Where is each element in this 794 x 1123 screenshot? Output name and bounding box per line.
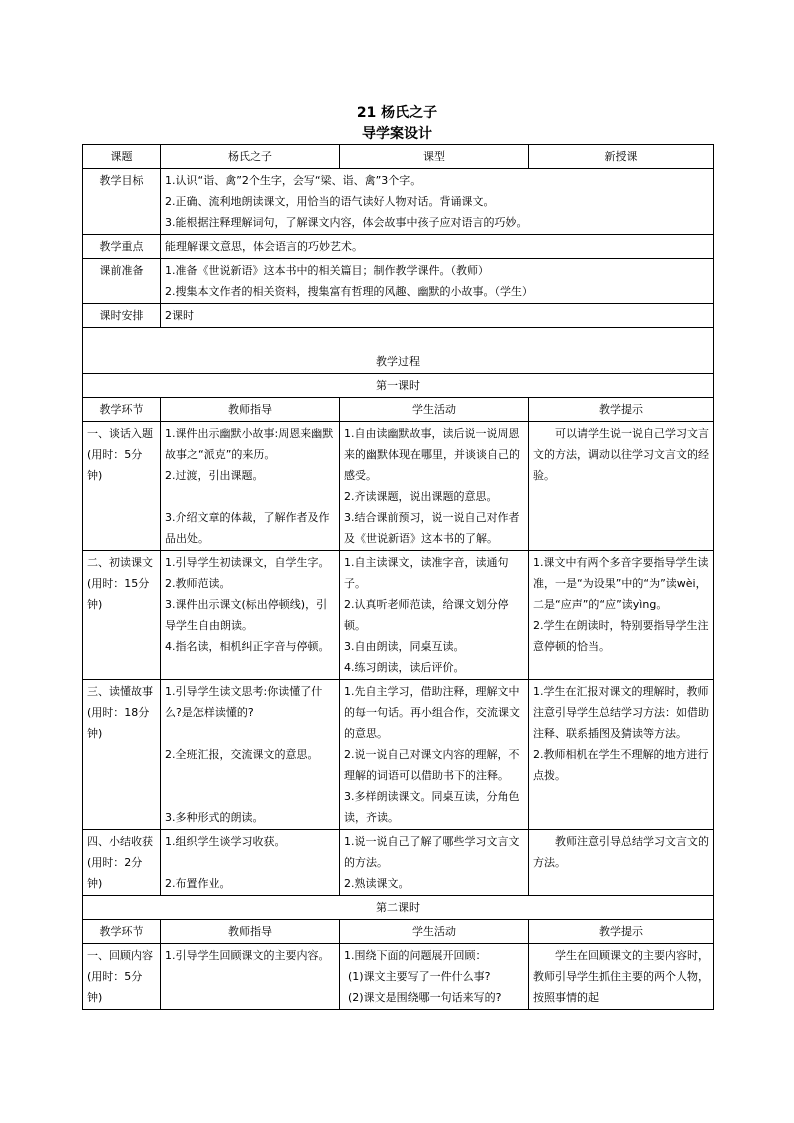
goal-item: 1.认识“诣、禽”2个生字，会写“梁、诣、禽”3个字。 [165,174,422,187]
prep-item: 1.准备《世说新语》这本书中的相关篇目；制作教学课件。（教师） [165,264,489,277]
tip-cell [529,421,714,550]
student-step: 1.自由读幽默故事，读后说一说周恩来的幽默体现在哪里，并谈谈自己的感受。 [344,426,520,482]
teacher-cell [161,421,340,550]
student-step: 1.围绕下面的问题展开回顾： [344,948,487,962]
teacher-cell [161,943,340,1009]
topic-label: 课题 [83,145,161,169]
student-cell [340,421,529,550]
stage-cell: 三、读懂故事(用时：18分钟) [83,679,161,829]
student-step: 4.练习朗读，读后评价。 [344,660,465,674]
tip-text: 教师注意引导总结学习文言文的方法。 [533,834,709,869]
goal-item: 3.能根据注释理解词句，了解课文内容，体会故事中孩子应对语言的巧妙。 [165,216,528,229]
teacher-cell [161,829,340,895]
col-header-stage: 教学环节 [83,919,161,943]
stage-cell: 一、回顾内容(用时：5分钟) [83,943,161,1009]
student-cell [340,943,529,1009]
teacher-step: 2.布置作业。 [165,876,231,890]
document-subtitle: 导学案设计 [362,126,432,142]
teacher-step: 1.引导学生初读课文，自学生字。 [165,555,330,569]
teacher-step: 1.引导学生回顾课文的主要内容。 [165,948,330,962]
student-cell [340,679,529,829]
student-question: (1)课文主要写了一件什么事? [348,969,491,983]
document-title: 21 杨氏之子 [356,105,438,121]
student-question: (2)课文是围绕哪一句话来写的? [348,990,502,1004]
tip-text: 1.学生在汇报对课文的理解时，教师注意引导学生总结学习方法：如借助注释、联系插图及猜读等方法。 [533,684,709,740]
student-step: 2.齐读课题，说出课题的意思。 [344,489,498,503]
student-step: 3.结合课前预习，说一说自己对作者及《世说新语》这本书的了解。 [344,510,520,545]
tip-text: 2.学生在朗读时，特别要指导学生注意停顿的恰当。 [533,618,709,653]
col-header-student: 学生活动 [340,919,529,943]
keypoint-value: 能理解课文意思，体会语言的巧妙艺术。 [161,235,714,259]
teacher-step: 2.全班汇报，交流课文的意思。 [165,747,319,761]
prep-label: 课前准备 [83,259,161,304]
col-header-stage: 教学环节 [83,397,161,421]
teacher-step: 1.引导学生读文思考:你读懂了什么?是怎样读懂的? [165,684,323,719]
student-step: 1.说一说自己了解了哪些学习文言文的方法。 [344,834,520,869]
tip-cell [529,679,714,829]
student-step: 1.自主读课文，读准字音，读通句子。 [344,555,509,590]
teacher-step: 4.指名读，相机纠正字音与停顿。 [165,639,330,653]
tip-text: 可以请学生说一说自己学习文言文的方法，调动以往学习文言文的经验。 [533,426,709,482]
lesson2-title: 第二课时 [83,895,714,919]
student-step: 2.认真听老师范读，给课文划分停顿。 [344,597,509,632]
process-title: 教学过程 [83,350,714,374]
keypoint-label: 教学重点 [83,235,161,259]
schedule-value: 2课时 [161,304,714,328]
lesson-plan-table [82,144,714,1010]
teacher-step: 3.多种形式的朗读。 [165,810,264,824]
student-step: 3.自由朗读，同桌互读。 [344,639,465,653]
tip-cell [529,550,714,679]
col-header-student: 学生活动 [340,397,529,421]
teacher-step: 3.介绍文章的体裁，了解作者及作品出处。 [165,510,330,545]
type-label: 课型 [340,145,529,169]
goals-label: 教学目标 [83,169,161,235]
col-header-tip: 教学提示 [529,919,714,943]
student-cell [340,829,529,895]
student-step: 2.说一说自己对课文内容的理解，不理解的词语可以借助书下的注释。 [344,747,520,782]
tip-cell [529,943,714,1009]
type-value: 新授课 [529,145,714,169]
lesson1-title: 第一课时 [83,373,714,397]
tip-text: 学生在回顾课文的主要内容时，教师引导学生抓住主要的两个人物，按照事情的起 [533,948,709,1004]
col-header-teacher: 教师指导 [161,397,340,421]
col-header-teacher: 教师指导 [161,919,340,943]
teacher-step: 1.组织学生谈学习收获。 [165,834,286,848]
teacher-cell [161,679,340,829]
student-step: 1.先自主学习，借助注释，理解文中的每一句话。再小组合作，交流课文的意思。 [344,684,520,740]
teacher-step: 3.课件出示课文(标出停顿线)，引导学生自由朗读。 [165,597,328,632]
tip-cell [529,829,714,895]
topic-value: 杨氏之子 [161,145,340,169]
teacher-cell [161,550,340,679]
stage-cell: 一、谈话入题(用时：5分钟) [83,421,161,550]
stage-cell: 二、初读课文(用时：15分钟) [83,550,161,679]
student-cell [340,550,529,679]
teacher-step: 2.过渡，引出课题。 [165,468,264,482]
goals-content [161,169,714,235]
tip-text: 1.课文中有两个多音字要指导学生读准，一是“为设果”中的“为”读wèi，二是“应声”的“应”读yìng。 [533,555,709,611]
prep-content [161,259,714,304]
tip-text: 2.教师相机在学生不理解的地方进行点拨。 [533,747,709,782]
goal-item: 2.正确、流利地朗读课文，用恰当的语气读好人物对话。背诵课文。 [165,195,495,208]
student-step: 2.熟读课文。 [344,876,410,890]
col-header-tip: 教学提示 [529,397,714,421]
student-step: 3.多样朗读课文。同桌互读，分角色读，齐读。 [344,789,520,824]
teacher-step: 2.教师范读。 [165,576,231,590]
stage-cell: 四、小结收获(用时：2分钟) [83,829,161,895]
prep-item: 2.搜集本文作者的相关资料，搜集富有哲理的风趣、幽默的小故事。（学生） [165,285,533,298]
schedule-label: 课时安排 [83,304,161,328]
teacher-step: 1.课件出示幽默小故事:周恩来幽默故事之“派克”的来历。 [165,426,334,461]
